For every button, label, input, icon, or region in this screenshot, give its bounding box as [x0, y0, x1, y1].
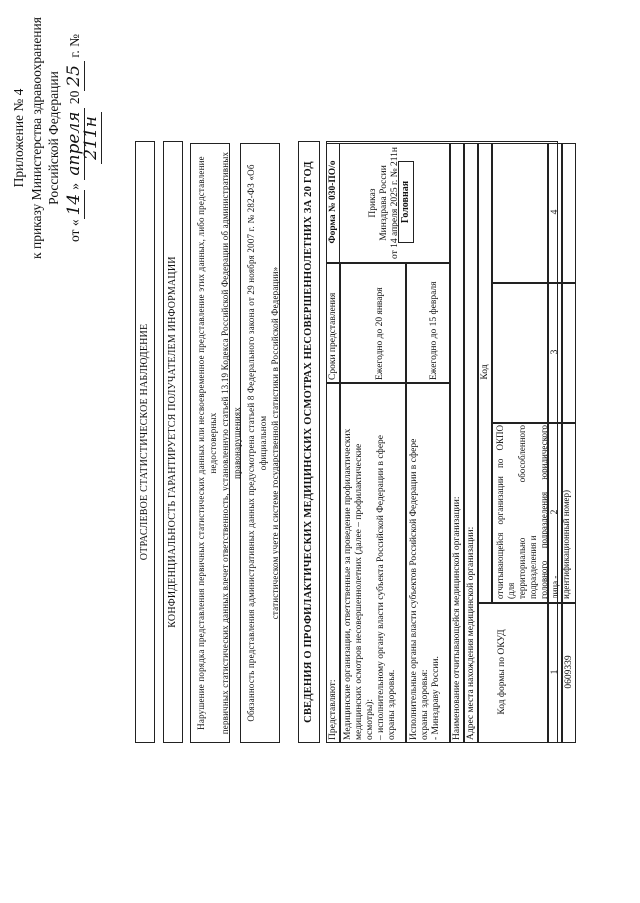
header-observation: ОТРАСЛЕВОЕ СТАТИСТИЧЕСКОЕ НАБЛЮДЕНИЕ: [135, 141, 155, 743]
col-num-1: 1: [548, 603, 562, 743]
appendix-date-line: от «14» апреля 2025 г. № 211н: [64, 33, 101, 243]
org-name-row: Наименование отчитывающейся медицинской организации:: [450, 143, 464, 743]
org-address-row: Адрес места нахождения медицинской организации:: [464, 143, 478, 743]
handwritten-number: 211н: [81, 112, 102, 164]
header-confidential: КОНФИДЕНЦИАЛЬНОСТЬ ГАРАНТИРУЕТСЯ ПОЛУЧАТЕЛЕМ ИНФОРМАЦИИ: [163, 141, 183, 743]
okud-row-col2: [562, 423, 576, 603]
okud-row-col3: [562, 283, 576, 423]
col-num-4: 4: [548, 143, 562, 283]
handwritten-year: 25: [64, 61, 85, 91]
appendix-line2: к приказу Министерства здравоохранения: [29, 17, 44, 259]
report-title: СВЕДЕНИЯ О ПРОФИЛАКТИЧЕСКИХ МЕДИЦИНСКИХ ОСМОТРАХ НЕСОВЕРШЕННОЛЕТНИХ ЗА 20 ГОД: [298, 141, 320, 743]
appendix-line3: Российской Федерации: [46, 71, 61, 205]
okud-label-cell: Код формы по ОКУД: [478, 603, 548, 743]
obligation-notice: Обязанность представления административных данных предусмотрена статьей 8 Федерального закона от 29 ноября 2007 г. № 282-ФЗ «Об официальном статистическом учете и системе государственной статистики в Российской Федерации»: [240, 143, 280, 743]
row1-deadline: Ежегодно до 20 января: [340, 263, 406, 383]
code-header-cell: Код: [478, 143, 492, 603]
row-exec-bodies: Исполнительные органы власти субъектов Российской Федерации в сфере охраны здоровья: - Минздраву России.: [406, 383, 450, 743]
okpo-description: отчитывающейся организации по ОКПО (для территориально обособленного подразделения и головного подразделения юридического лица - идентификационный номер): [492, 423, 548, 603]
col-num-2: 2: [548, 423, 562, 603]
form-number: Форма № 030-ПО/о: [326, 143, 340, 263]
handwritten-month: апреля: [64, 108, 85, 180]
col-when-header: Сроки представления: [326, 263, 340, 383]
violation-notice: Нарушение порядка представления первичных статистических данных или несвоевременное представление этих данных, либо представление недостоверных первичных статистических данных влечет ответственность, установленную статьей 13.19 Кодекса Российской Федерации об административных правонарушениях: [190, 143, 230, 743]
col-num-3: 3: [548, 283, 562, 423]
okpo-value-cell: [492, 283, 548, 423]
okud-value: 0609339: [562, 603, 576, 743]
okud-row-col4: [562, 143, 576, 283]
col-who-header: Представляют:: [326, 383, 340, 743]
handwritten-day: 14: [64, 190, 85, 220]
row2-deadline: Ежегодно до 15 февраля: [406, 263, 450, 383]
row-medical-orgs: Медицинские организации, ответственные за проведение профилактических медицинских осмотров несовершеннолетних (далее – профилактические осмотры): – исполнительному органу власти субъекта Российской Федерации в сфере охраны здоровья.: [340, 383, 406, 743]
appendix-title: Приложение № 4: [11, 88, 26, 188]
head-org-box: Головная: [398, 161, 414, 243]
extra-code-cell: [492, 143, 548, 283]
approval-block: Приказ Минздрава России от 14 апреля 2025 г. № 211н: [340, 143, 450, 263]
